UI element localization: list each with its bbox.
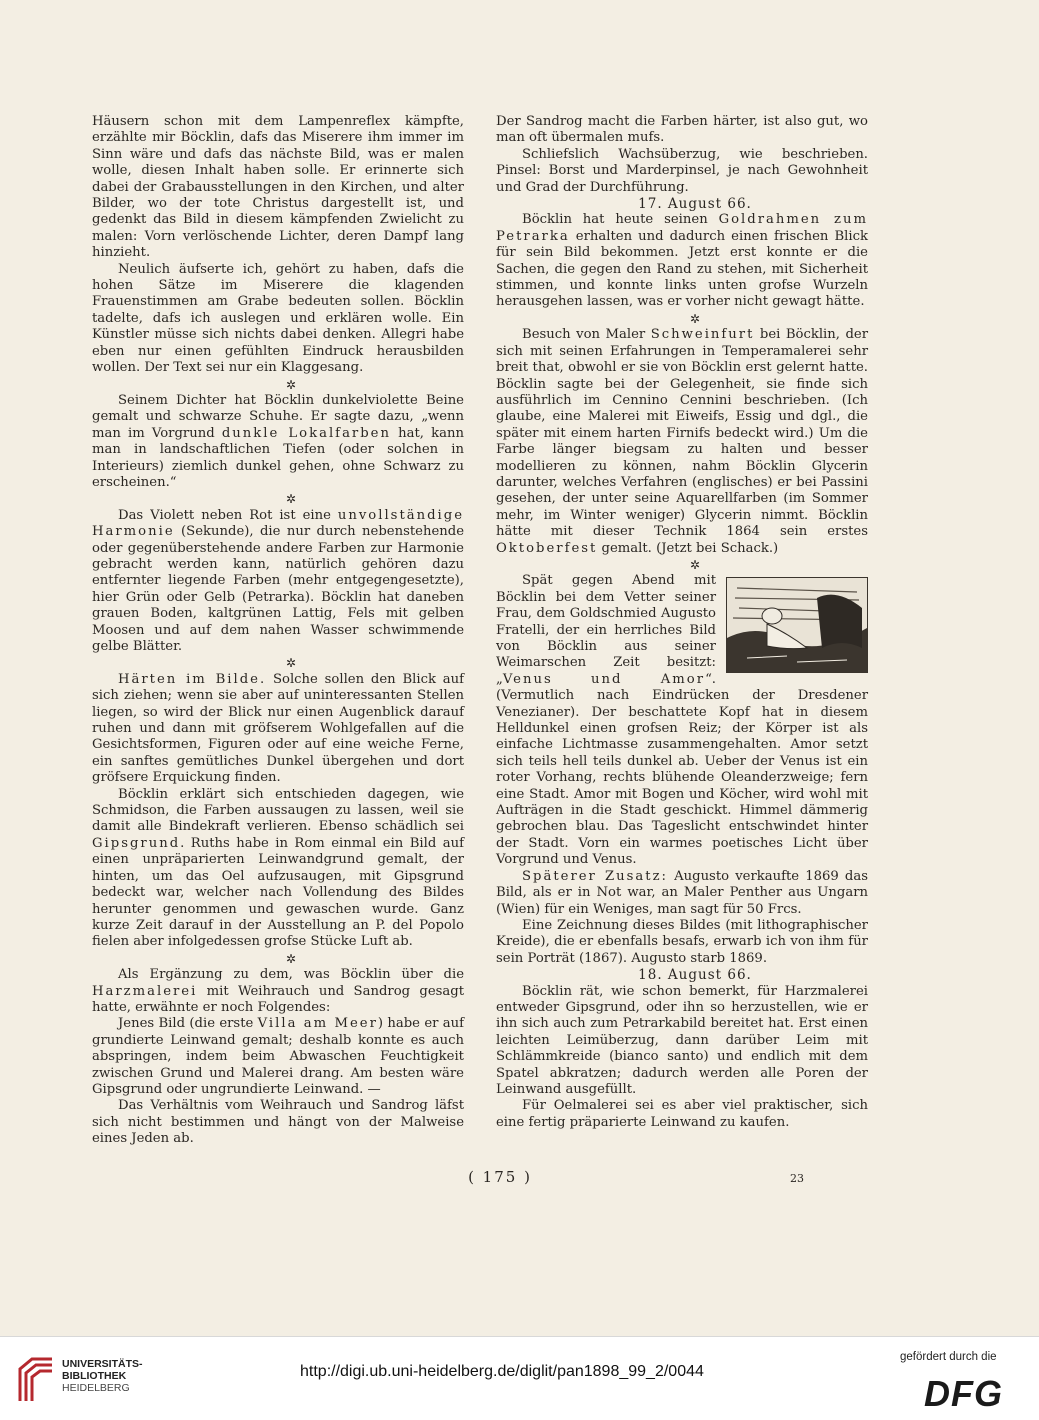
- right-column: [496, 114, 868, 1131]
- paragraph: Eine Zeichnung dieses Bildes (mit lithographischer Kreide), die er ebenfalls besafs, erwarb ich von ihm für sein Porträt (1867). Augusto starb 1869.: [496, 917, 868, 966]
- paragraph: Spät gegen Abend mit Böcklin bei dem Vetter seiner Frau, dem Goldschmied Augusto Fratelli, der ein herrliches Bild von Böcklin aus seiner Weimarschen Zeit besitzt: „Venus und Amor“. (Vermutlich nach Eindrücken der Dresdener Venezianer). Der beschattete Kopf hat in diesem Helldunkel einen grofsen Reiz; der Körper ist als einfache Lichtmasse zusammengehalten. Amor setzt sich teils hell teils dunkel ab. Ueber der Venus ist ein roter Vorhang, rechts blühende Oleanderzweige; fern eine Stadt. Amor mit Bogen und Köcher, wird wohl mit Aufträgen in die Stadt geschickt. Himmel dämmerig gebrochen blau. Das Tageslicht entschwindet hinter der Stadt. Vorn ein warmes poetisches Licht über Vorgrund und Venus.: [496, 573, 868, 868]
- paragraph: Der Sandrog macht die Farben härter, ist also gut, wo man oft übermalen mufs.: [496, 114, 868, 146]
- paragraph: Das Violett neben Rot ist eine unvollständige Harmonie (Sekunde), die nur durch nebenstehende oder gegenüberstehende andere Farben zur Harmonie gebracht werden kann, natürlich gehören dazu entfernter liegende Farben (mehr entgegengesetzte), hier Grün oder Gelb (Petrarka). Böcklin hat daneben grauen Boden, kaltgrünen Lattig, Fels mit gelben Moosen und auf dem nahen Wasser schwimmende gelbe Blätter.: [92, 507, 464, 654]
- paragraph: Als Ergänzung zu dem, was Böcklin über die Harzmalerei mit Weihrauch und Sandrog gesagt hatte, erwähnte er noch Folgendes:: [92, 967, 464, 1015]
- section-star: ✲: [285, 951, 297, 966]
- section-star: ✲: [285, 492, 297, 507]
- paragraph: Das Verhältnis vom Weihrauch und Sandrog läfst sich nicht bestimmen und hängt von der Malweise eines Jeden ab.: [92, 1098, 464, 1147]
- paragraph: Für Oelmalerei sei es aber viel praktischer, sich eine fertig präparierte Leinwand zu kaufen.: [496, 1098, 868, 1130]
- section-star: ✲: [285, 656, 297, 671]
- paragraph: Späterer Zusatz: Augusto verkaufte 1869 das Bild, als er in Not war, an Maler Penther aus Ungarn (Wien) für ein Weniges, man sagt für 50 Frcs.: [496, 868, 868, 917]
- paragraph: Härten im Bilde. Solche sollen den Blick auf sich ziehen; wenn sie aber auf uninteressanten Stellen liegen, so wird der Blick nur einen Augenblick darauf ruhen und dann mit gröfserem Wohlgefallen auf die Gesichtsformen, Figuren oder auf eine weiche Ferne, ein sanftes gemütliches Dunkel übergehen und dort gröfsere Erquickung finden.: [92, 671, 464, 786]
- section-star: ✲: [689, 311, 701, 326]
- date-heading: 17. August 66.: [638, 196, 752, 213]
- paragraph: Neulich äufserte ich, gehört zu haben, dafs die hohen Sätze im Miserere die klagenden Frauenstimmen am Grabe bedeuten sollen. Böcklin tadelte, dafs ich auslegen und erklären wolle. Ein Künstler müsse sich nichts dabei denken. Allegri habe eben nur einen gefühlten Eindruck herausbilden wollen. Der Text sei nur ein Klaggesang.: [92, 261, 464, 376]
- section-star: ✲: [689, 557, 701, 572]
- printer-signature: 23: [790, 1172, 804, 1185]
- venus-amor-illustration: [726, 577, 868, 673]
- paragraph: Häusern schon mit dem Lampenreflex kämpfte, erzählte mir Böcklin, dafs das Miserere ihm immer im Sinn wäre und dafs das nächste Bild, was er malen wolle, diesen Inhalt haben solle. Er erinnerte sich dabei der Grabausstellungen in den Kirchen, und alter Bilder, wo der tote Christus dargestellt ist, und gedenkt das Bild in diesem kämpfenden Zwielicht zu malen: Vorn verlöschende Lichter, deren Dampf lang hinzieht.: [92, 114, 464, 261]
- library-name[interactable]: UNIVERSITÄTS- BIBLIOTHEK HEIDELBERG: [62, 1358, 143, 1394]
- woodcut-image: [727, 578, 867, 672]
- viewer-footer: [0, 1336, 1039, 1420]
- paragraph: Besuch von Maler Schweinfurt bei Böcklin, der sich mit seinen Erfahrungen in Temperamalerei sehr breit that, obwohl er sie von Böcklin erst gelernt hatte. Böcklin sagte bei der Gelegenheit, sie finde sich ausführlich im Cennino Cennini beschrieben. (Ich glaube, eine Malerei mit Eiweifs, Essig und dgl., die später mit einem harten Firnifs bedeckt wird.) Um die Farbe länger biegsam zu halten und besser modellieren zu können, nahm Böcklin Glycerin darunter, welches Verfahren (englisches) er bei Passini gesehen, der unter seine Aquarellfarben (im Sommer mehr, im Winter weniger) Glycerin nimmt. Böcklin hätte mit dieser Technik 1864 sein erstes Oktoberfest gemalt. (Jetzt bei Schack.): [496, 327, 868, 556]
- paragraph: Böcklin hat heute seinen Goldrahmen zum Petrarka erhalten und dadurch einen frischen Blick für sein Bild bekommen. Jetzt erst konnte er die Sachen, die gegen den Rand zu stehen, mit Sicherheit stimmen, und konnte links unten grofse Wurzeln herausgehen lassen, was er vorher nicht gewagt hätte.: [496, 212, 868, 310]
- paragraph: Jenes Bild (die erste Villa am Meer) habe er auf grundierte Leinwand gemalt; deshalb konnte es auch abspringen, indem beim Abwaschen Feuchtigkeit zwischen Grund und Malerei drang. Am besten wäre Gipsgrund oder ungrundierte Leinwand. —: [92, 1016, 464, 1097]
- paragraph: Böcklin rät, wie schon bemerkt, für Harzmalerei entweder Gipsgrund, oder ihn so herzustellen, wie er ihn sich auch zum Petrarkabild bereitet hat. Erst einen leichten Leimüberzug, dann darüber Leim mit Schlämmkreide (bianco santo) und endlich mit dem Spatel abkratzen; dadurch werden alle Poren der Leinwand ausgefüllt.: [496, 983, 868, 1097]
- date-heading: 18. August 66.: [638, 967, 752, 984]
- paragraph: Seinem Dichter hat Böcklin dunkelviolette Beine gemalt und schwarze Schuhe. Er sagte dazu, „wenn man im Vorgrund dunkle Lokalfarben hat, kann man in landschaftlichen Tiefen (oder solchen in Interieurs) ziemlich dunkel gehen, ohne Schwarz zu erscheinen.“: [92, 392, 464, 490]
- page-number: ( 175 ): [468, 1168, 532, 1186]
- left-column: [92, 114, 464, 1148]
- paragraph: Böcklin erklärt sich entschieden dagegen, wie Schmidson, die Farben aussaugen zu lassen, weil sie damit alle Bindekraft verlieren. Ebenso schädlich sei Gipsgrund. Ruths habe in Rom einmal ein Bild auf einen unpräparierten Leinwandgrund gemalt, der hinten, um das Oel aufzusaugen, mit Gipsgrund bedeckt war, welcher nach Vollendung des Bildes herunter genommen und gewaschen wurde. Ganz kurze Zeit darauf in der Ausstellung an P. del Popolo fielen aber infolgedessen grofse Stücke Luft ab.: [92, 786, 464, 950]
- paragraph: Schliefslich Wachsüberzug, wie beschrieben. Pinsel: Borst und Marderpinsel, je nach Gewohnheit und Grad der Durchführung.: [496, 146, 868, 195]
- section-star: ✲: [285, 377, 297, 392]
- permalink-url[interactable]: http://digi.ub.uni-heidelberg.de/diglit/pan1898_99_2/0044: [300, 1363, 704, 1380]
- funding-caption: gefördert durch die: [900, 1351, 997, 1363]
- dfg-logo[interactable]: DFG: [924, 1373, 1003, 1414]
- library-logo-icon: [16, 1355, 56, 1405]
